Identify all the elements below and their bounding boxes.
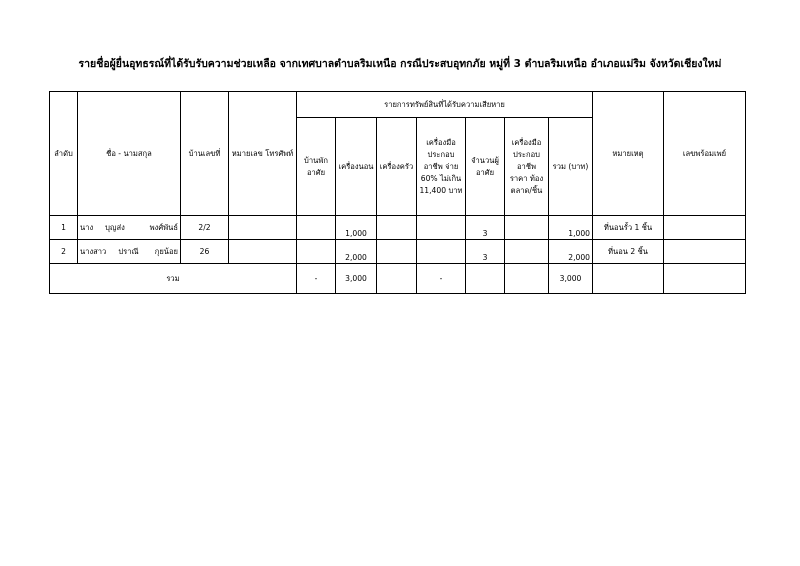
summary-tools-price bbox=[505, 264, 549, 294]
row-residents: 3 bbox=[466, 216, 505, 240]
header-name: ชื่อ - นามสกุล bbox=[78, 92, 181, 216]
header-damage-group: รายการทรัพย์สินที่ได้รับความเสียหาย bbox=[297, 92, 593, 118]
summary-label: รวม bbox=[50, 264, 297, 294]
name-prefix: นางสาว bbox=[80, 246, 107, 256]
row-account bbox=[664, 216, 746, 240]
header-tools-60: เครื่องมือ ประกอบ อาชีพ จ่าย 60% ไม่เกิน 11,400 บาท bbox=[417, 118, 466, 216]
row-no: 1 bbox=[50, 216, 78, 240]
row-residence bbox=[297, 216, 336, 240]
header-no: ลำดับ bbox=[50, 92, 78, 216]
header-residents: จำนวนผู้ อาศัย bbox=[466, 118, 505, 216]
header-tools-price: เครื่องมือ ประกอบ อาชีพ ราคา ท้องตลาด/ชิ้น bbox=[505, 118, 549, 216]
row-tools-60 bbox=[417, 216, 466, 240]
row-name bbox=[78, 240, 181, 264]
row-total: 1,000 bbox=[549, 216, 593, 240]
beneficiary-table bbox=[49, 91, 746, 294]
row-total: 2,000 bbox=[549, 240, 593, 264]
summary-residents bbox=[466, 264, 505, 294]
row-bedding: 1,000 bbox=[336, 216, 377, 240]
summary-note bbox=[593, 264, 664, 294]
summary-account bbox=[664, 264, 746, 294]
row-residents: 3 bbox=[466, 240, 505, 264]
summary-residence: - bbox=[297, 264, 336, 294]
table-row bbox=[50, 216, 746, 240]
summary-row bbox=[50, 264, 746, 294]
row-tools-price bbox=[505, 240, 549, 264]
row-kitchen bbox=[377, 240, 417, 264]
first-name: ปราณี bbox=[118, 246, 139, 256]
header-kitchen: เครื่องครัว bbox=[377, 118, 417, 216]
header-bedding: เครื่องนอน bbox=[336, 118, 377, 216]
row-tools-60 bbox=[417, 240, 466, 264]
header-account: เลขพร้อมเพย์ bbox=[664, 92, 746, 216]
first-name: บุญส่ง bbox=[105, 222, 125, 232]
document-title: รายชื่อผู้ยื่นอุทธรณ์ที่ได้รับรับความช่วยเหลือ จากเทศบาลตำบลริมเหนือ กรณีประสบอุทกภัย หมู่ที่ 3 ตำบลริมเหนือ อำเภอแม่ริม จังหวัดเชียงใหม่ bbox=[78, 58, 722, 70]
row-phone bbox=[229, 216, 297, 240]
header-note: หมายเหตุ bbox=[593, 92, 664, 216]
row-residence bbox=[297, 240, 336, 264]
row-house-no: 26 bbox=[181, 240, 229, 264]
name-prefix: นาง bbox=[80, 222, 94, 232]
summary-bedding: 3,000 bbox=[336, 264, 377, 294]
header-total: รวม (บาท) bbox=[549, 118, 593, 216]
header-house-no: บ้านเลขที่ bbox=[181, 92, 229, 216]
row-name bbox=[78, 216, 181, 240]
row-note: ที่นอนรั้ว 1 ชิ้น bbox=[593, 216, 664, 240]
summary-tools-60: - bbox=[417, 264, 466, 294]
row-note: ที่นอน 2 ชิ้น bbox=[593, 240, 664, 264]
last-name: กุยน้อย bbox=[154, 246, 178, 256]
header-phone: หมายเลข โทรศัพท์ bbox=[229, 92, 297, 216]
table-row bbox=[50, 240, 746, 264]
summary-total: 3,000 bbox=[549, 264, 593, 294]
row-kitchen bbox=[377, 216, 417, 240]
row-tools-price bbox=[505, 216, 549, 240]
row-no: 2 bbox=[50, 240, 78, 264]
row-account bbox=[664, 240, 746, 264]
row-house-no: 2/2 bbox=[181, 216, 229, 240]
header-residence: บ้านพัก อาศัย bbox=[297, 118, 336, 216]
row-phone bbox=[229, 240, 297, 264]
summary-kitchen bbox=[377, 264, 417, 294]
row-bedding: 2,000 bbox=[336, 240, 377, 264]
last-name: พงศ์พันธ์ bbox=[149, 222, 178, 232]
